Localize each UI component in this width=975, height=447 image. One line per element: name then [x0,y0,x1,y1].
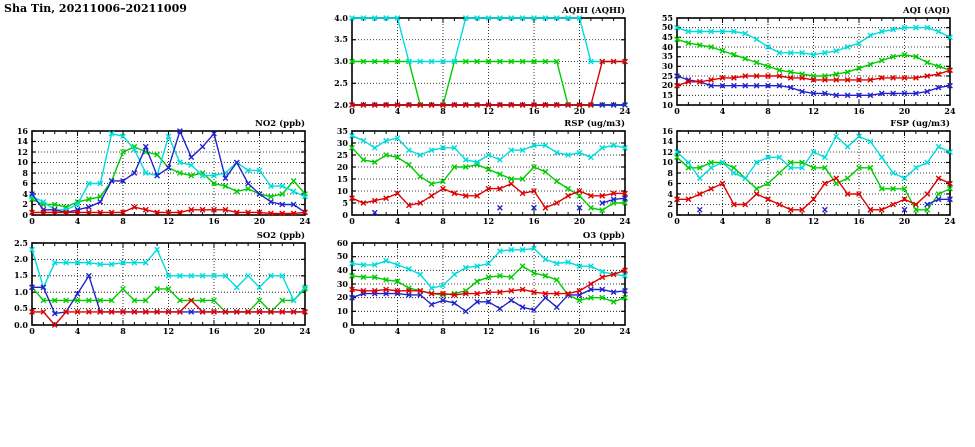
ytick-label-aqhi: 3.5 [334,34,348,45]
xtick-label-rsp: 20 [573,216,586,226]
series-line-cyan [32,134,305,210]
series-line-cyan [677,136,950,178]
plot-area-rsp [352,131,625,215]
ytick-label-no2: 10 [16,157,28,167]
xtick-label-so2: 12 [162,326,175,336]
plot-area-aqhi [352,18,625,105]
series-line-green [32,287,305,312]
ytick-label-aqhi: 2.5 [334,77,348,88]
series-line-red [352,184,625,208]
xtick-label-o3: 8 [440,326,446,336]
ytick-label-aqi: 10 [661,99,673,110]
xtick-label-o3: 12 [482,326,495,336]
series-line-cyan [677,28,950,55]
xtick-label-rsp: 0 [349,216,355,226]
xtick-label-so2: 4 [74,326,81,336]
xtick-label-aqi: 20 [898,106,911,116]
xtick-label-no2: 20 [253,216,266,226]
xtick-label-o3: 0 [349,326,355,336]
chart-fsp [661,119,956,226]
xtick-label-aqhi: 12 [482,106,495,116]
xtick-label-aqi: 12 [807,106,820,116]
ytick-label-aqhi: 3.0 [334,56,348,66]
xtick-label-so2: 8 [120,326,126,336]
chart-title-fsp: FSP (ug/m3) [890,119,950,129]
ytick-label-rsp: 10 [336,185,348,196]
xtick-label-rsp: 12 [482,216,495,226]
xtick-label-o3: 20 [573,326,586,336]
plot-area-so2 [32,243,305,325]
series-line-red [352,62,625,106]
xtick-label-aqhi: 20 [573,106,586,116]
ytick-label-rsp: 5 [342,197,348,208]
ytick-label-rsp: 20 [336,161,348,172]
xtick-label-fsp: 0 [674,216,680,226]
xtick-label-o3: 24 [619,326,631,336]
xtick-label-rsp: 24 [619,216,631,226]
ytick-label-aqhi: 2.0 [334,99,348,110]
chart-title-aqhi: AQHI (AQHI) [561,6,625,16]
xtick-label-fsp: 12 [807,216,820,226]
ytick-label-fsp: 10 [661,157,673,167]
ytick-label-aqi: 25 [661,70,673,81]
ytick-label-rsp: 35 [336,125,348,136]
xtick-label-rsp: 4 [394,216,401,226]
ytick-label-so2: 2.0 [14,253,28,264]
ytick-label-o3: 20 [336,292,348,303]
xtick-label-no2: 12 [162,216,175,226]
ytick-label-fsp: 12 [661,146,673,157]
xtick-label-o3: 4 [394,326,401,336]
xtick-label-aqhi: 8 [440,106,446,116]
plot-area-no2 [32,131,305,215]
ytick-label-so2: 2.5 [14,237,28,248]
plot-area-o3 [352,243,625,325]
xtick-label-so2: 0 [29,326,35,336]
plot-area-fsp [677,131,950,215]
chart-title-o3: O3 (ppb) [582,231,625,241]
ytick-label-no2: 12 [16,146,28,157]
chart-title-aqi: AQI (AQI) [903,6,950,16]
xtick-label-fsp: 16 [853,216,865,226]
ytick-label-o3: 30 [336,278,348,289]
ytick-label-aqi: 35 [661,51,673,62]
ytick-label-so2: 1.5 [14,270,28,281]
ytick-label-fsp: 0 [667,209,673,220]
ytick-label-o3: 60 [336,237,348,248]
ytick-label-no2: 14 [16,136,28,146]
ytick-label-no2: 2 [22,199,28,209]
ytick-label-aqi: 50 [661,22,673,33]
ytick-label-rsp: 15 [336,173,348,184]
ytick-label-fsp: 8 [667,167,673,178]
xtick-label-aqi: 0 [674,106,680,116]
xtick-label-so2: 24 [299,326,311,336]
ytick-label-no2: 16 [16,125,28,136]
chart-aqi [661,6,956,116]
ytick-label-no2: 6 [22,178,28,188]
ytick-label-so2: 0.5 [14,303,28,314]
ytick-label-fsp: 14 [661,136,673,146]
ytick-label-aqi: 55 [661,12,673,23]
xtick-label-aqi: 24 [944,106,956,116]
xtick-label-aqhi: 24 [619,106,631,116]
xtick-label-fsp: 4 [719,216,726,226]
plot-area-aqi [677,18,950,105]
chart-title-rsp: RSP (ug/m3) [564,119,625,129]
ytick-label-so2: 1.0 [14,286,28,297]
xtick-label-fsp: 24 [944,216,956,226]
ytick-label-fsp: 2 [667,199,673,209]
ytick-label-aqi: 30 [661,60,673,71]
xtick-label-no2: 8 [120,216,126,226]
page-title: Sha Tin, 20211006–20211009 [4,2,187,15]
ytick-label-rsp: 30 [336,137,348,148]
ytick-label-o3: 40 [336,264,348,275]
xtick-label-so2: 20 [253,326,266,336]
xtick-label-no2: 16 [208,216,220,226]
series-line-green [352,62,625,106]
ytick-label-fsp: 16 [661,125,673,136]
xtick-label-aqi: 16 [853,106,865,116]
xtick-label-no2: 0 [29,216,35,226]
ytick-label-rsp: 25 [336,149,348,160]
chart-o3 [336,231,631,336]
ytick-label-aqi: 45 [661,31,673,42]
chart-title-so2: SO2 (ppb) [256,231,305,241]
ytick-label-o3: 50 [336,251,348,262]
ytick-label-fsp: 6 [667,178,673,188]
xtick-label-aqhi: 4 [394,106,401,116]
ytick-label-aqi: 20 [661,80,673,91]
xtick-label-aqhi: 16 [528,106,540,116]
ytick-label-no2: 0 [22,209,28,220]
xtick-label-so2: 16 [208,326,220,336]
xtick-label-no2: 24 [299,216,311,226]
xtick-label-aqi: 4 [719,106,726,116]
ytick-label-o3: 0 [342,319,348,330]
xtick-label-no2: 4 [74,216,81,226]
chart-title-no2: NO2 (ppb) [255,119,305,129]
ytick-label-aqhi: 4.0 [334,12,348,23]
xtick-label-rsp: 16 [528,216,540,226]
ytick-label-fsp: 4 [667,188,673,199]
ytick-label-aqi: 40 [661,41,673,52]
ytick-label-no2: 4 [22,188,28,199]
xtick-label-o3: 16 [528,326,540,336]
chart-so2 [14,231,311,336]
chart-rsp [336,119,631,226]
xtick-label-rsp: 8 [440,216,446,226]
chart-aqhi [334,6,631,116]
xtick-label-fsp: 8 [765,216,771,226]
ytick-label-o3: 10 [336,305,348,316]
ytick-label-no2: 8 [22,167,28,178]
xtick-label-aqi: 8 [765,106,771,116]
chart-no2 [16,119,311,226]
xtick-label-fsp: 20 [898,216,911,226]
ytick-label-so2: 0.0 [14,319,28,330]
series-line-green [352,266,625,302]
xtick-label-aqhi: 0 [349,106,355,116]
ytick-label-rsp: 0 [342,209,348,220]
ytick-label-aqi: 15 [661,89,673,100]
